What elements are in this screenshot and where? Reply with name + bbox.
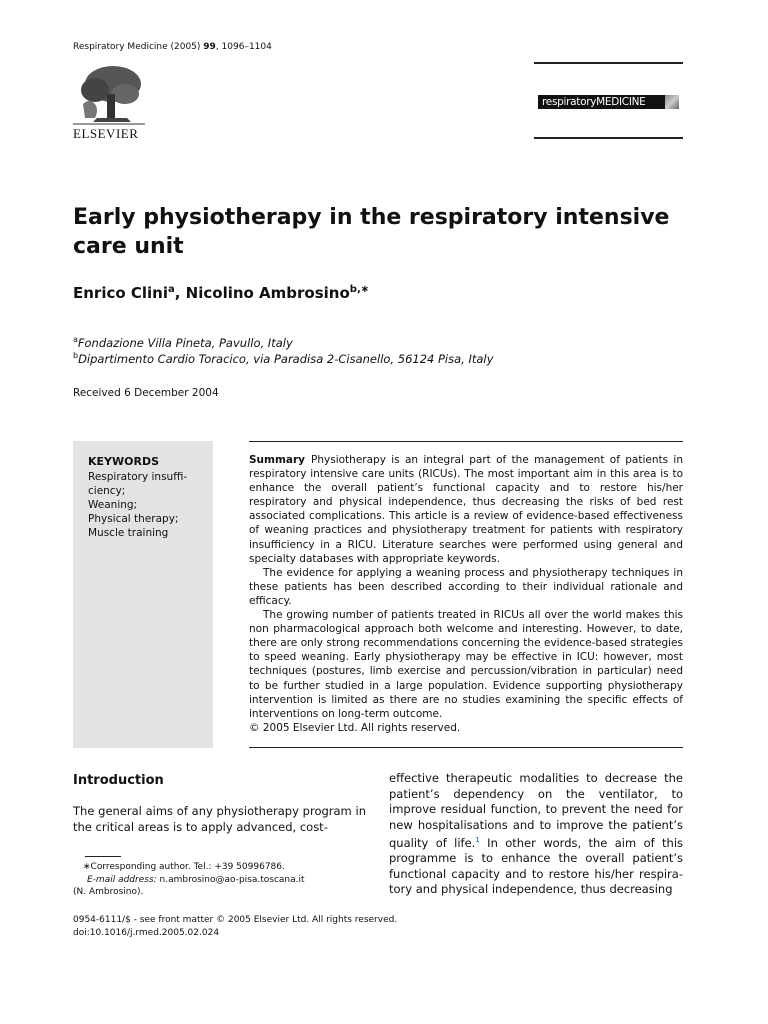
body-column-left (73, 804, 366, 835)
header-rule-bottom (534, 137, 683, 139)
header-rule-top (534, 62, 683, 64)
journal-banner-text (538, 95, 665, 109)
publisher-name: ELSEVIER (73, 126, 139, 141)
abstract-label: Summary (249, 454, 306, 466)
elsevier-tree-logo (73, 64, 145, 130)
doi-line[interactable]: doi:10.1016/j.rmed.2005.02.024 (73, 928, 220, 938)
banner-decoration (665, 95, 679, 109)
keyword-item: Respiratory insuffi-ciency; (88, 471, 188, 497)
abstract-copyright: © 2005 Elsevier Ltd. All rights reserved. (249, 721, 461, 734)
author-ambrosino: Nicolino Ambrosino (185, 284, 350, 302)
author-clini-sup: a (168, 284, 175, 295)
journal-pages: , 1096–1104 (215, 42, 272, 52)
front-matter-info (73, 914, 397, 940)
body-column-right (389, 771, 683, 898)
footnote-corresponding: ∗Corresponding author. Tel.: +39 50996786. (83, 862, 285, 872)
citation-link[interactable]: 1 (475, 836, 480, 844)
received-date: Received 6 December 2004 (73, 387, 219, 399)
footnote-rule (85, 856, 121, 857)
journal-reference (73, 42, 272, 52)
keyword-item: Muscle training (88, 527, 169, 539)
keyword-item: Physical therapy; (88, 513, 179, 525)
affiliation-a-text: Fondazione Villa Pineta, Pavullo, Italy (77, 335, 293, 350)
abstract-paragraph-2: The evidence for applying a weaning process and physiotherapy techniques in these patients has been described according to their individual rationale and efficacy. (249, 566, 683, 607)
footnote (73, 861, 373, 899)
footnote-email-label: E-mail address: (87, 874, 157, 885)
keyword-item: Weaning; (88, 499, 138, 511)
author-ambrosino-sup: b,∗ (349, 284, 370, 295)
journal-volume: 99 (203, 42, 216, 52)
abstract-rule-bottom (249, 747, 683, 748)
keywords-title: KEYWORDS (88, 455, 160, 468)
body-right-paragraph (389, 771, 683, 898)
author-list (73, 284, 369, 302)
abstract-p1-text: Physiotherapy is an integral part of the management of patients in respiratory intensive care units (RICUs). The most important aim in this area is to enhance the overall patient’s functional capacity and to restore his/her respiratory and physical independence, thus decreasing the risks of bed rest associated complications. This article is a review of evidence-based effectiveness of weaning practices and physiotherapy treatment for patients with respiratory insufficiency in a RICU. Literature searches were performed using general and specialty databases with appropriate keywords. (249, 454, 683, 565)
body-left-paragraph: The general aims of any physiotherapy program in the critical areas is to apply advanced, cost- (73, 804, 366, 834)
footnote-email-line (73, 874, 373, 887)
abstract (249, 453, 683, 735)
section-heading-introduction: Introduction (73, 773, 164, 788)
affiliation-b-text: Dipartimento Cardio Toracico, via Paradisa 2-Cisanello, 56124 Pisa, Italy (78, 351, 494, 366)
footnote-email[interactable]: n.ambrosino@ao-pisa.toscana.it (156, 874, 305, 885)
journal-banner (534, 93, 683, 111)
author-clini: Enrico Clini (73, 284, 168, 302)
abstract-rule-top (249, 441, 683, 442)
affiliation-a (73, 335, 293, 350)
affiliation-b-marker: b (73, 351, 79, 360)
body-right-text-a: effective therapeutic modalities to decrease the patient’s dependency on the ventilator, to improve residual function, to prevent the need for new hospitalisations and to improve the patient’s quality of life. (389, 771, 683, 850)
keywords-list (88, 470, 203, 540)
author-separator: , (174, 284, 186, 302)
issn-line: 0954-6111/$ - see front matter © 2005 Elsevier Ltd. All rights reserved. (73, 915, 398, 925)
affiliation-a-marker: a (73, 335, 78, 344)
abstract-paragraph-1 (249, 453, 683, 566)
banner-text-1: respiratory (542, 96, 597, 108)
keywords-box (73, 441, 213, 748)
journal-ref-text: Respiratory Medicine (2005) (73, 42, 204, 52)
footnote-name: (N. Ambrosino). (73, 887, 144, 897)
body-right-text-b: In other words, the aim of this programme is to enhance the overall patient’s functional capacity and to restore his/her respira-tory and physical independence, thus decreasing (389, 835, 684, 897)
article-title: Early physiotherapy in the respiratory intensive care unit (73, 205, 670, 259)
abstract-paragraph-3: The growing number of patients treated in RICUs all over the world makes this non pharmacological approach both welcome and interesting. However, to date, there are only strong recommendations concerning the evidence-based strategies to speed weaning. Early physiotherapy may be effective in ICU: however, most techniques (postures, limb exercise and percussion/vibration in particular) need to be further studied in a large population. Evidence supporting physiotherapy intervention is limited as there are no studies examining the specific effects of interventions on long-term outcome. (249, 609, 683, 720)
affiliation-b (73, 351, 493, 366)
banner-text-2: MEDICINE (596, 96, 646, 108)
